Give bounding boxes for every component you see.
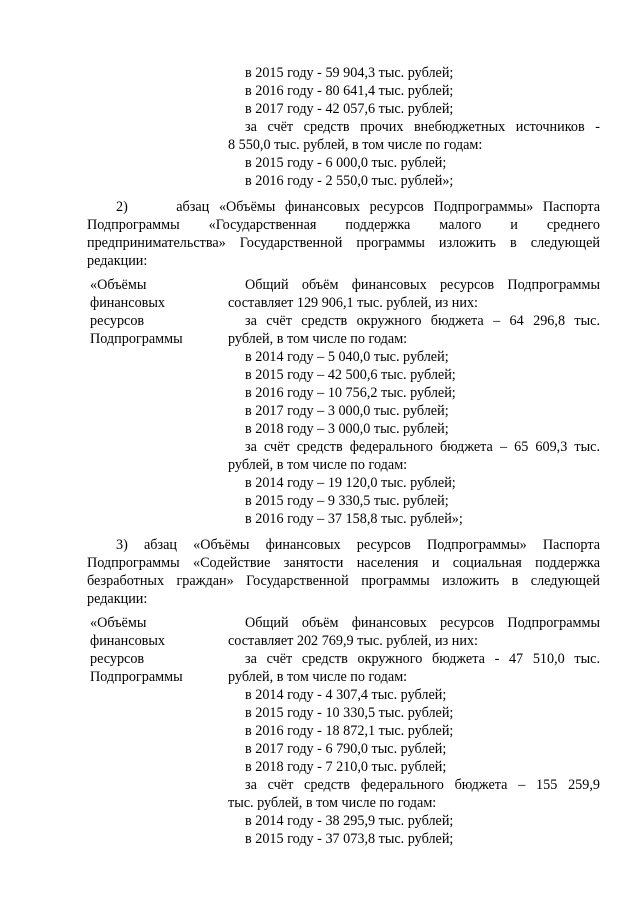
section3-paragraph-line: безработных граждан» Государственной программы изложить в следующей — [87, 573, 600, 589]
section3-label: ресурсов — [90, 651, 145, 667]
section2-content-line: за счёт средств окружного бюджета – 64 296,8 тыс. — [245, 313, 600, 329]
section2-content-line: в 2018 году – 3 000,0 тыс. рублей; — [245, 421, 449, 437]
section2-paragraph-line: редакции: — [87, 253, 148, 269]
section3-label: «Объёмы — [90, 615, 147, 631]
section2-content-line: рублей, в том числе по годам: — [228, 457, 408, 473]
top-line: в 2016 году - 80 641,4 тыс. рублей; — [245, 83, 454, 99]
top-line: в 2015 году - 59 904,3 тыс. рублей; — [245, 65, 454, 81]
section2-content-line: в 2014 году – 5 040,0 тыс. рублей; — [245, 349, 449, 365]
top-line: 8 550,0 тыс. рублей, в том числе по годам: — [228, 137, 483, 153]
section3-content-line: в 2017 году - 6 790,0 тыс. рублей; — [245, 741, 447, 757]
section3-content-line: составляет 202 769,9 тыс. рублей, из них: — [228, 633, 478, 649]
section3-content-line: в 2014 году - 38 295,9 тыс. рублей; — [245, 813, 454, 829]
section3-content-line: в 2015 году - 10 330,5 тыс. рублей; — [245, 705, 454, 721]
section3-label: финансовых — [90, 633, 165, 649]
section2-content-line: Общий объём финансовых ресурсов Подпрограммы — [245, 277, 600, 293]
section2-label: ресурсов — [90, 313, 145, 329]
top-line: в 2016 году - 2 550,0 тыс. рублей»; — [245, 173, 454, 189]
section3-content-line: в 2014 году - 4 307,4 тыс. рублей; — [245, 687, 447, 703]
section2-paragraph-line: Подпрограммы «Государственная поддержка малого и среднего — [87, 217, 600, 233]
section3-content-line: рублей, в том числе по годам: — [228, 669, 408, 685]
section2-content-line: в 2016 году – 10 756,2 тыс. рублей; — [245, 385, 456, 401]
section3-content-line: за счёт средств окружного бюджета - 47 510,0 тыс. — [245, 651, 600, 667]
section3-content-line: в 2015 году - 37 073,8 тыс. рублей; — [245, 831, 454, 847]
section3-label: Подпрограммы — [90, 669, 183, 685]
section3-content-line: в 2018 году - 7 210,0 тыс. рублей; — [245, 759, 447, 775]
section3-content-line: Общий объём финансовых ресурсов Подпрограммы — [245, 615, 600, 631]
section2-content-line: в 2017 году – 3 000,0 тыс. рублей; — [245, 403, 449, 419]
section2-paragraph-line: предпринимательства» Государственной программы изложить в следующей — [87, 235, 600, 251]
top-line: за счёт средств прочих внебюджетных источников - — [245, 119, 600, 135]
section2-label: Подпрограммы — [90, 331, 183, 347]
section2-content-line: в 2015 году – 9 330,5 тыс. рублей; — [245, 493, 449, 509]
top-line: в 2015 году - 6 000,0 тыс. рублей; — [245, 155, 447, 171]
section2-content-line: в 2014 году – 19 120,0 тыс. рублей; — [245, 475, 456, 491]
section3-paragraph-line: редакции: — [87, 591, 148, 607]
section2-label: «Объёмы — [90, 277, 147, 293]
section3-content-line: за счёт средств федерального бюджета – 155 259,9 — [245, 777, 600, 793]
section2-content-line: за счёт средств федерального бюджета – 65 609,3 тыс. — [245, 439, 600, 455]
section3-paragraph-line: Подпрограммы «Содействие занятости населения и социальная поддержка — [87, 555, 600, 571]
section2-content-line: в 2016 году – 37 158,8 тыс. рублей»; — [245, 511, 463, 527]
section3-content-line: тыс. рублей, в том числе по годам: — [228, 795, 437, 811]
top-line: в 2017 году - 42 057,6 тыс. рублей; — [245, 101, 454, 117]
section2-content-line: рублей, в том числе по годам: — [228, 331, 408, 347]
section3-paragraph-line: 3) абзац «Объёмы финансовых ресурсов Подпрограммы» Паспорта — [116, 537, 600, 553]
section2-content-line: составляет 129 906,1 тыс. рублей, из них: — [228, 295, 478, 311]
section2-paragraph-line: 2) абзац «Объёмы финансовых ресурсов Подпрограммы» Паспорта — [116, 199, 600, 215]
section3-content-line: в 2016 году - 18 872,1 тыс. рублей; — [245, 723, 454, 739]
section2-label: финансовых — [90, 295, 165, 311]
section2-content-line: в 2015 году – 42 500,6 тыс. рублей; — [245, 367, 456, 383]
